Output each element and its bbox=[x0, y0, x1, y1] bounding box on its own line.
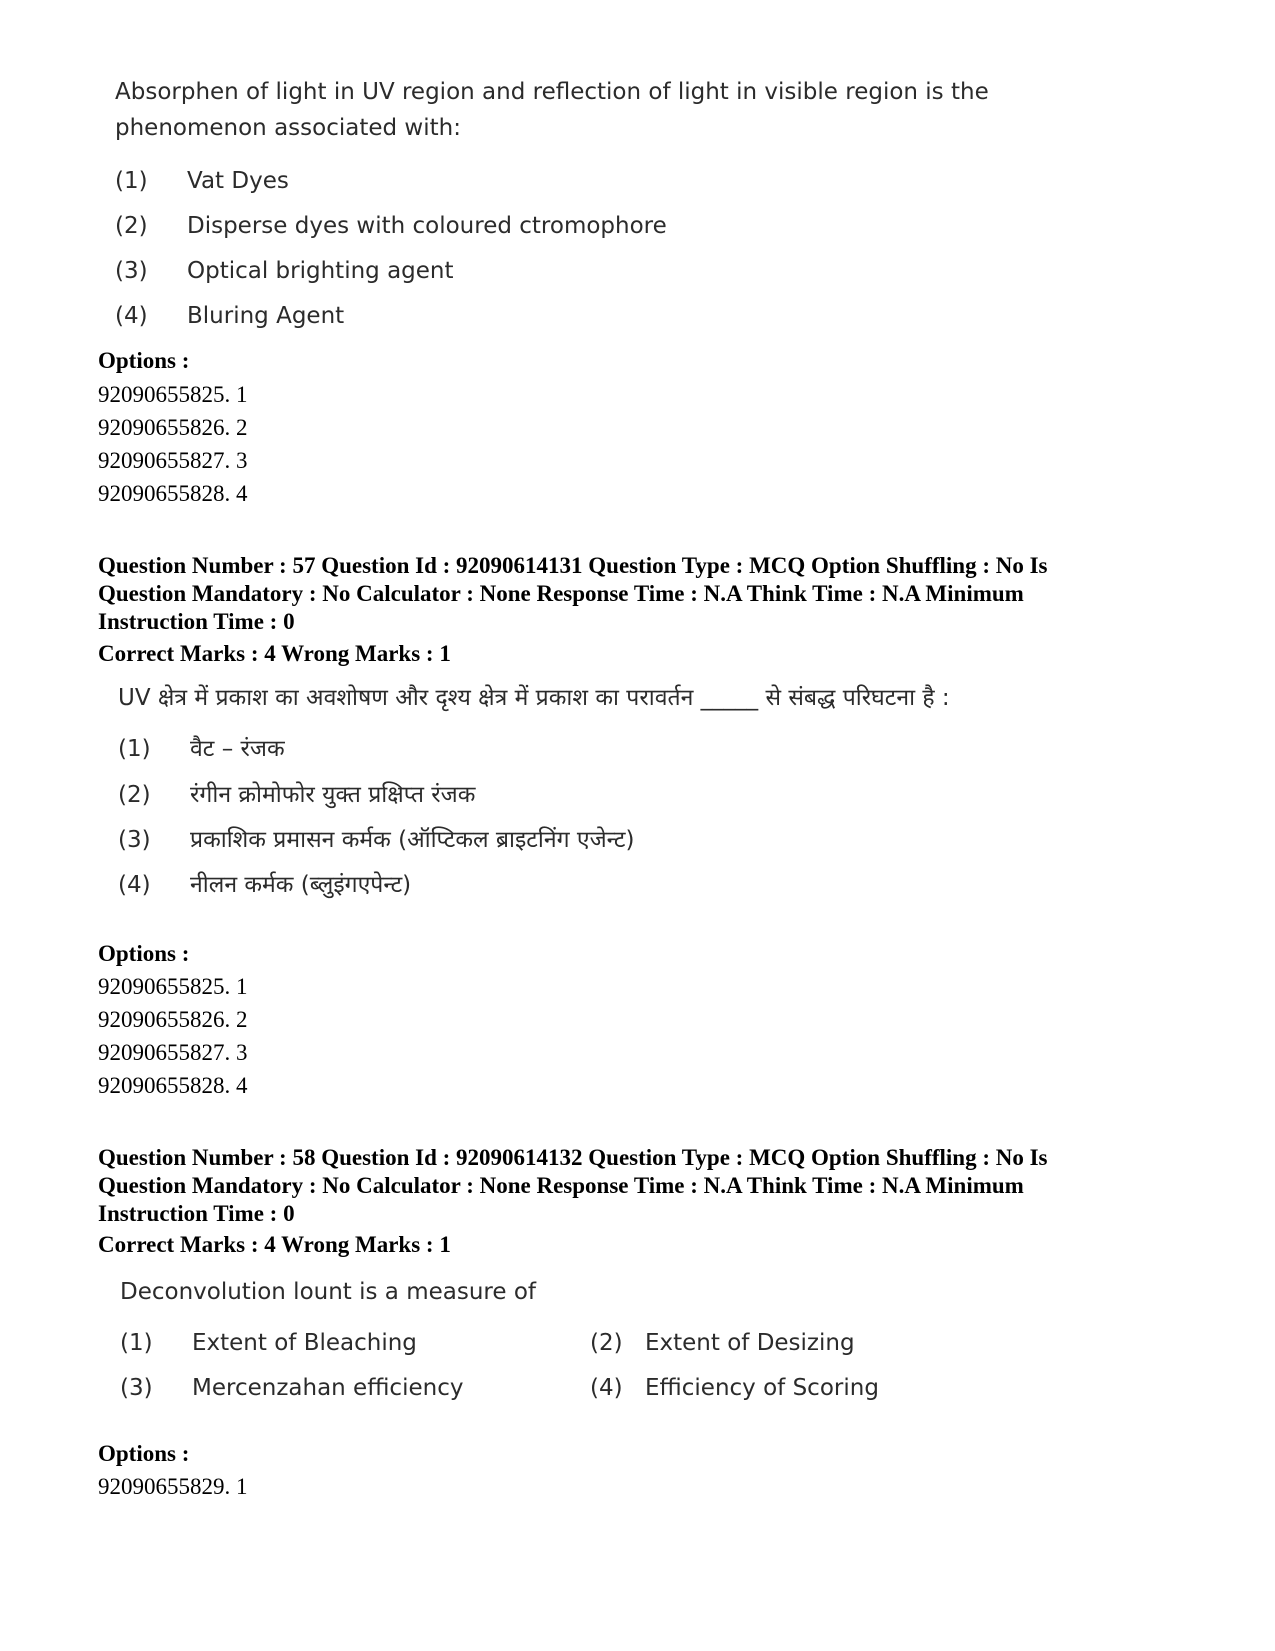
options-label: Options : bbox=[98, 1441, 190, 1466]
question-57-text: UV क्षेत्र में प्रकाश का अवशोषण और दृश्य क्षेत्र में प्रकाश का परावर्तन _____ से संबद्ध परिघटना है : bbox=[118, 685, 950, 711]
option-id: 92090655827. 3 bbox=[98, 448, 248, 473]
option-id: 92090655825. 1 bbox=[98, 382, 248, 407]
choice-number: (4) bbox=[118, 872, 151, 898]
option-id: 92090655826. 2 bbox=[98, 1007, 248, 1032]
choice-text: Disperse dyes with coloured ctromophore bbox=[187, 213, 667, 239]
choice-number: (3) bbox=[115, 258, 148, 284]
question-line: phenomenon associated with: bbox=[115, 115, 461, 141]
marks-line: Correct Marks : 4 Wrong Marks : 1 bbox=[98, 1232, 451, 1257]
question-line: Absorphen of light in UV region and reflection of light in visible region is the bbox=[115, 79, 989, 105]
question-58-text: Deconvolution lount is a measure of bbox=[120, 1279, 536, 1305]
choice-number: (4) bbox=[115, 303, 148, 329]
header-line: Question Mandatory : No Calculator : None Response Time : N.A Think Time : N.A Minimum bbox=[98, 581, 1024, 606]
choice-text: Mercenzahan efficiency bbox=[192, 1375, 464, 1401]
option-id: 92090655828. 4 bbox=[98, 1073, 248, 1098]
question-58-header bbox=[98, 1144, 1198, 1228]
choice-number: (1) bbox=[118, 736, 151, 762]
question-56-text bbox=[115, 74, 1175, 146]
option-id: 92090655826. 2 bbox=[98, 415, 248, 440]
choice-number: (3) bbox=[120, 1375, 153, 1401]
marks-line: Correct Marks : 4 Wrong Marks : 1 bbox=[98, 641, 451, 666]
header-line: Instruction Time : 0 bbox=[98, 1201, 295, 1226]
option-id: 92090655827. 3 bbox=[98, 1040, 248, 1065]
choice-text: वैट – रंजक bbox=[190, 736, 285, 762]
choice-text: Extent of Bleaching bbox=[192, 1330, 417, 1356]
choice-number: (2) bbox=[115, 213, 148, 239]
choice-text: रंगीन क्रोमोफोर युक्त प्रक्षिप्त रंजक bbox=[190, 782, 476, 808]
choice-text: Efficiency of Scoring bbox=[645, 1375, 879, 1401]
choice-number: (4) bbox=[590, 1375, 623, 1401]
choice-text: Extent of Desizing bbox=[645, 1330, 855, 1356]
option-id: 92090655829. 1 bbox=[98, 1474, 248, 1499]
choice-text: Optical brighting agent bbox=[187, 258, 454, 284]
header-line: Instruction Time : 0 bbox=[98, 609, 295, 634]
choice-number: (1) bbox=[115, 168, 148, 194]
header-line: Question Number : 57 Question Id : 92090614131 Question Type : MCQ Option Shuffling : No Is bbox=[98, 553, 1048, 578]
choice-number: (1) bbox=[120, 1330, 153, 1356]
choice-text: Bluring Agent bbox=[187, 303, 345, 329]
header-line: Question Mandatory : No Calculator : None Response Time : N.A Think Time : N.A Minimum bbox=[98, 1173, 1024, 1198]
choice-number: (2) bbox=[590, 1330, 623, 1356]
choice-number: (3) bbox=[118, 827, 151, 853]
choice-number: (2) bbox=[118, 782, 151, 808]
option-id: 92090655825. 1 bbox=[98, 974, 248, 999]
option-id: 92090655828. 4 bbox=[98, 481, 248, 506]
question-57-header bbox=[98, 552, 1198, 636]
choice-text: नीलन कर्मक (ब्लुइंगएपेन्ट) bbox=[190, 872, 412, 898]
header-line: Question Number : 58 Question Id : 92090614132 Question Type : MCQ Option Shuffling : No Is bbox=[98, 1145, 1048, 1170]
options-label: Options : bbox=[98, 941, 190, 966]
options-label: Options : bbox=[98, 348, 190, 373]
choice-text: Vat Dyes bbox=[187, 168, 289, 194]
choice-text: प्रकाशिक प्रमासन कर्मक (ऑप्टिकल ब्राइटनिंग एजेन्ट) bbox=[190, 827, 635, 853]
